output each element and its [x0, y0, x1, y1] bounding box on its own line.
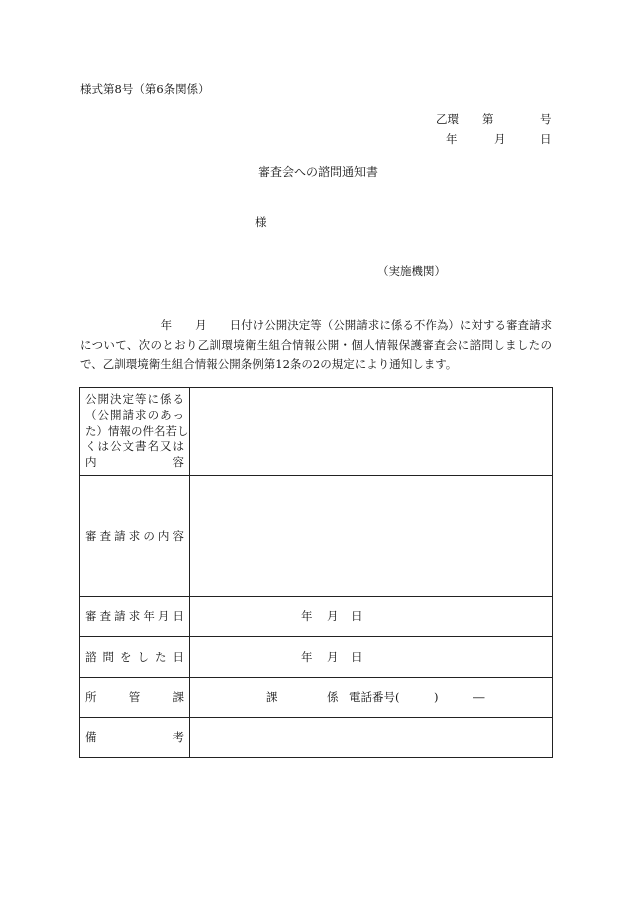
form-number: 様式第8号（第6条関係）: [80, 82, 210, 96]
day-unit: 日: [351, 609, 363, 624]
request-content-value[interactable]: [190, 475, 553, 596]
table-row: [80, 388, 553, 476]
label-line: くは公文書名又は: [85, 439, 184, 454]
subject-label: [80, 388, 190, 476]
date-day: 日: [540, 132, 552, 146]
inquiry-date-value[interactable]: [190, 636, 553, 677]
remarks-value[interactable]: [190, 717, 553, 757]
request-date-value[interactable]: [190, 596, 553, 636]
label-text: 備 考: [85, 730, 184, 745]
year-unit: 年: [301, 649, 313, 664]
label-text: 審査請求の内容: [85, 528, 184, 543]
month-unit: 月: [327, 649, 339, 664]
table-row: [80, 596, 553, 636]
table-row: [80, 717, 553, 757]
date-month: 月: [494, 132, 506, 146]
ref-prefix: 乙環: [436, 112, 459, 126]
label-line: （公開請求のあっ: [85, 407, 184, 422]
year-unit: 年: [301, 609, 313, 624]
label-text: 所 管 課: [85, 690, 184, 705]
document-title: 審査会への諮問通知書: [258, 165, 379, 179]
notification-table: [79, 387, 553, 758]
body-text: [80, 316, 552, 375]
request-content-label: [80, 475, 190, 596]
label-text: 審査請求年月日: [85, 609, 184, 624]
day-unit: 日: [351, 649, 363, 664]
date-year: 年: [446, 132, 458, 146]
table-row: [80, 636, 553, 677]
label-line: 内 容: [85, 455, 184, 470]
body-line: 年 月 日付け公開決定等（公開請求に係る不作為）に対する審査請求: [80, 318, 552, 332]
table-row: [80, 677, 553, 717]
remarks-label: [80, 717, 190, 757]
body-line: で、乙訓環境衛生組合情報公開条例第12条の2の規定により通知します。: [80, 357, 458, 371]
inquiry-date-label: [80, 636, 190, 677]
agency-label: （実施機関）: [377, 264, 446, 278]
month-unit: 月: [327, 609, 339, 624]
department-label: [80, 677, 190, 717]
label-text: 諮問をした日: [85, 649, 184, 664]
ref-dai: 第: [482, 112, 494, 126]
department-value[interactable]: [190, 677, 553, 717]
phone-number-field: 電話番号( ) ―: [349, 690, 485, 705]
table-row: [80, 475, 553, 596]
addressee-suffix: 様: [255, 215, 267, 229]
section-unit: 課: [266, 690, 278, 705]
subsection-unit: 係: [327, 690, 339, 705]
label-line: 公開決定等に係る: [85, 392, 184, 406]
label-line: た）情報の件名若し: [85, 423, 189, 438]
subject-value[interactable]: [190, 388, 553, 476]
ref-go: 号: [540, 112, 552, 126]
request-date-label: [80, 596, 190, 636]
body-line: について、次のとおり乙訓環境衛生組合情報公開・個人情報保護審査会に諮問しましたの: [80, 337, 552, 352]
